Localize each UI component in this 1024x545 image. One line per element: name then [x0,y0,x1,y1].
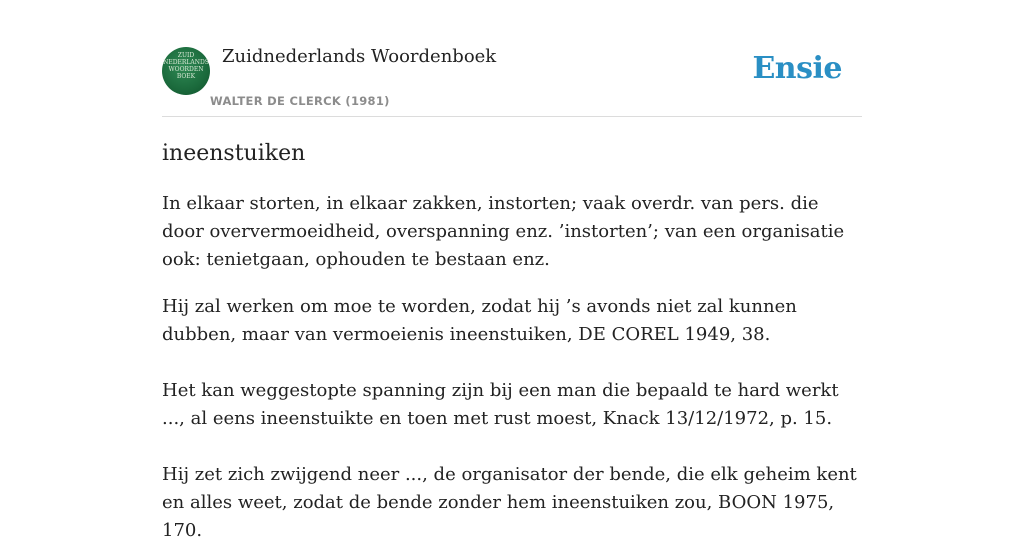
dictionary-author: WALTER DE CLERCK (1981) [210,94,390,108]
dictionary-entry [162,138,862,545]
ensie-brand-link[interactable]: Ensie [752,51,842,86]
entry-definition: In elkaar storten, in elkaar zakken, instorten; vaak overdr. van pers. die door oververmoeidheid, overspanning enz. ’instorten’; van een organisatie ook: tenietgaan, ophouden te bestaan enz. [162,193,845,270]
entry-quote: Het kan weggestopte spanning zijn bij een man die bepaald te hard werkt ..., al eens ineenstuikte en toen met rust moest, Knack 13/12/1972, p. 15. [162,380,839,429]
dictionary-logo[interactable] [162,47,210,95]
entry-quote: Hij zal werken om moe te worden, zodat hij ’s avonds niet zal kunnen dubben, maar van vermoeienis ineenstuiken, DE COREL 1949, 38. [162,296,797,345]
entry-headword: ineenstuiken [162,141,306,166]
logo-lettering [162,52,210,80]
logo-line: ZUID [177,52,195,59]
logo-line: WOORDEN [168,66,204,73]
dictionary-header [162,46,862,117]
logo-line: NEDERLANDS [163,59,209,66]
entry-quote: Hij zet zich zwijgend neer ..., de organisator der bende, die elk geheim kent en alles weet, zodat de bende zonder hem ineenstuiken zou, BOON 1975, 170. [162,464,857,541]
logo-line: BOEK [176,73,196,80]
dictionary-title-link[interactable]: Zuidnederlands Woordenboek [222,46,497,67]
